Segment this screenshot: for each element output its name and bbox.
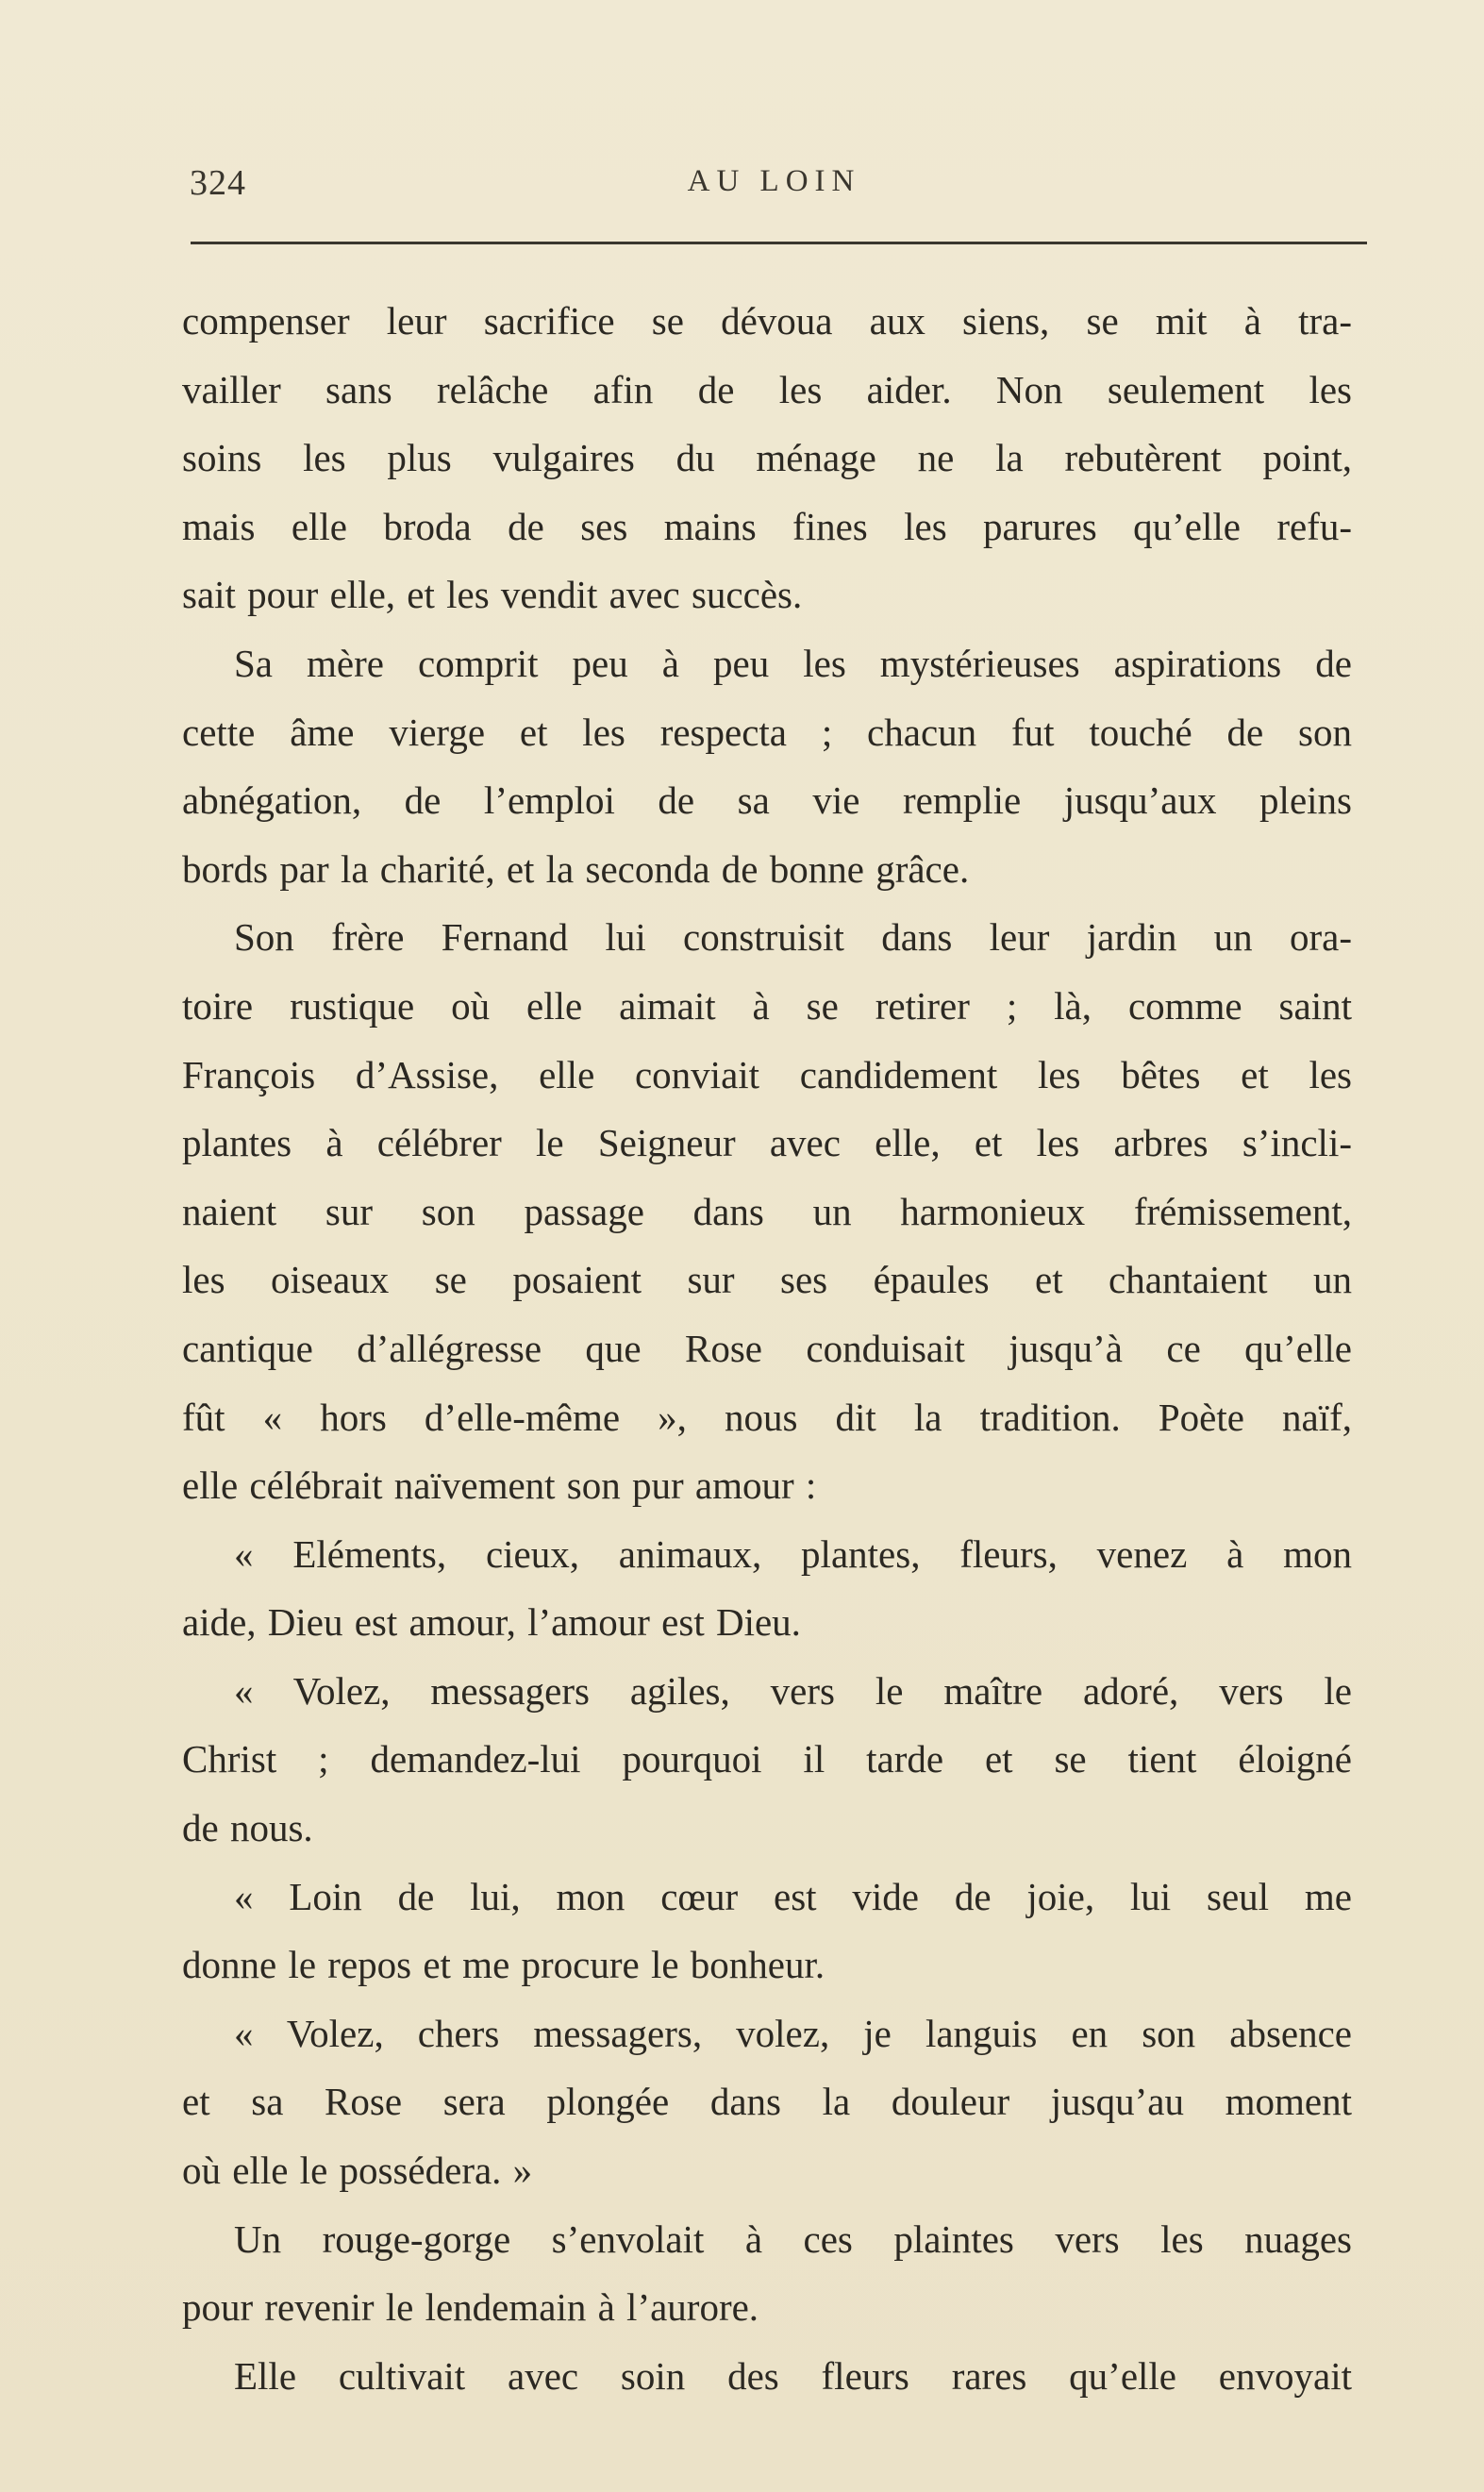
text-line: de nous. xyxy=(182,1806,313,1850)
running-head xyxy=(182,162,1366,209)
text-line: bords par la charité, et la seconda de bonne grâce. xyxy=(182,846,970,891)
body-text xyxy=(182,287,1352,2410)
text-line: abnégation, de l’emploi de sa vie remplie jusqu’aux pleins xyxy=(182,778,1352,823)
text-line: François d’Assise, elle conviait candidement les bêtes et les xyxy=(182,1052,1352,1096)
text-line: Elle cultivait avec soin des fleurs rares qu’elle envoyait xyxy=(234,2353,1352,2398)
text-line: « Loin de lui, mon cœur est vide de joie, lui seul me xyxy=(234,1874,1352,1918)
text-line: soins les plus vulgaires du ménage ne la rebutèrent point, xyxy=(182,436,1352,480)
text-line: naient sur son passage dans un harmonieux frémissement, xyxy=(182,1189,1352,1233)
running-title: AU LOIN xyxy=(687,164,861,198)
text-line: Son frère Fernand lui construisit dans leur jardin un ora- xyxy=(234,915,1352,960)
text-line: cantique d’allégresse que Rose conduisait jusqu’à ce qu’elle xyxy=(182,1326,1352,1370)
text-line: fût « hors d’elle-même », nous dit la tradition. Poète naïf, xyxy=(182,1395,1352,1439)
text-line: plantes à célébrer le Seigneur avec elle, et les arbres s’incli- xyxy=(182,1121,1352,1165)
header-rule xyxy=(191,242,1367,244)
text-line: elle célébrait naïvement son pur amour : xyxy=(182,1463,817,1508)
text-line: sait pour elle, et les vendit avec succès. xyxy=(182,573,803,617)
text-line: donne le repos et me procure le bonheur. xyxy=(182,1943,825,1987)
text-line: Sa mère comprit peu à peu les mystérieuses aspirations de xyxy=(234,641,1352,685)
text-line: pour revenir le lendemain à l’aurore. xyxy=(182,2285,759,2330)
text-line: Un rouge-gorge s’envolait à ces plaintes vers les nuages xyxy=(234,2216,1352,2261)
text-line: où elle le possédera. » xyxy=(182,2149,533,2193)
text-line: « Volez, messagers agiles, vers le maître adoré, vers le xyxy=(234,1668,1352,1713)
text-line: toire rustique où elle aimait à se retirer ; là, comme saint xyxy=(182,983,1352,1028)
text-line: compenser leur sacrifice se dévoua aux siens, se mit à tra- xyxy=(182,299,1352,343)
text-line: « Volez, chers messagers, volez, je languis en son absence xyxy=(234,2011,1352,2055)
page-number: 324 xyxy=(190,163,246,203)
text-line: aide, Dieu est amour, l’amour est Dieu. xyxy=(182,1600,801,1645)
text-line: et sa Rose sera plongée dans la douleur jusqu’au moment xyxy=(182,2080,1352,2124)
text-line: mais elle broda de ses mains fines les parures qu’elle refu- xyxy=(182,504,1352,548)
text-line: les oiseaux se posaient sur ses épaules et chantaient un xyxy=(182,1258,1352,1302)
text-line: « Eléments, cieux, animaux, plantes, fleurs, venez à mon xyxy=(234,1531,1352,1576)
text-line: Christ ; demandez-lui pourquoi il tarde et se tient éloigné xyxy=(182,1737,1352,1781)
text-line: vailler sans relâche afin de les aider. Non seulement les xyxy=(182,367,1352,411)
text-line: cette âme vierge et les respecta ; chacun fut touché de son xyxy=(182,710,1352,754)
